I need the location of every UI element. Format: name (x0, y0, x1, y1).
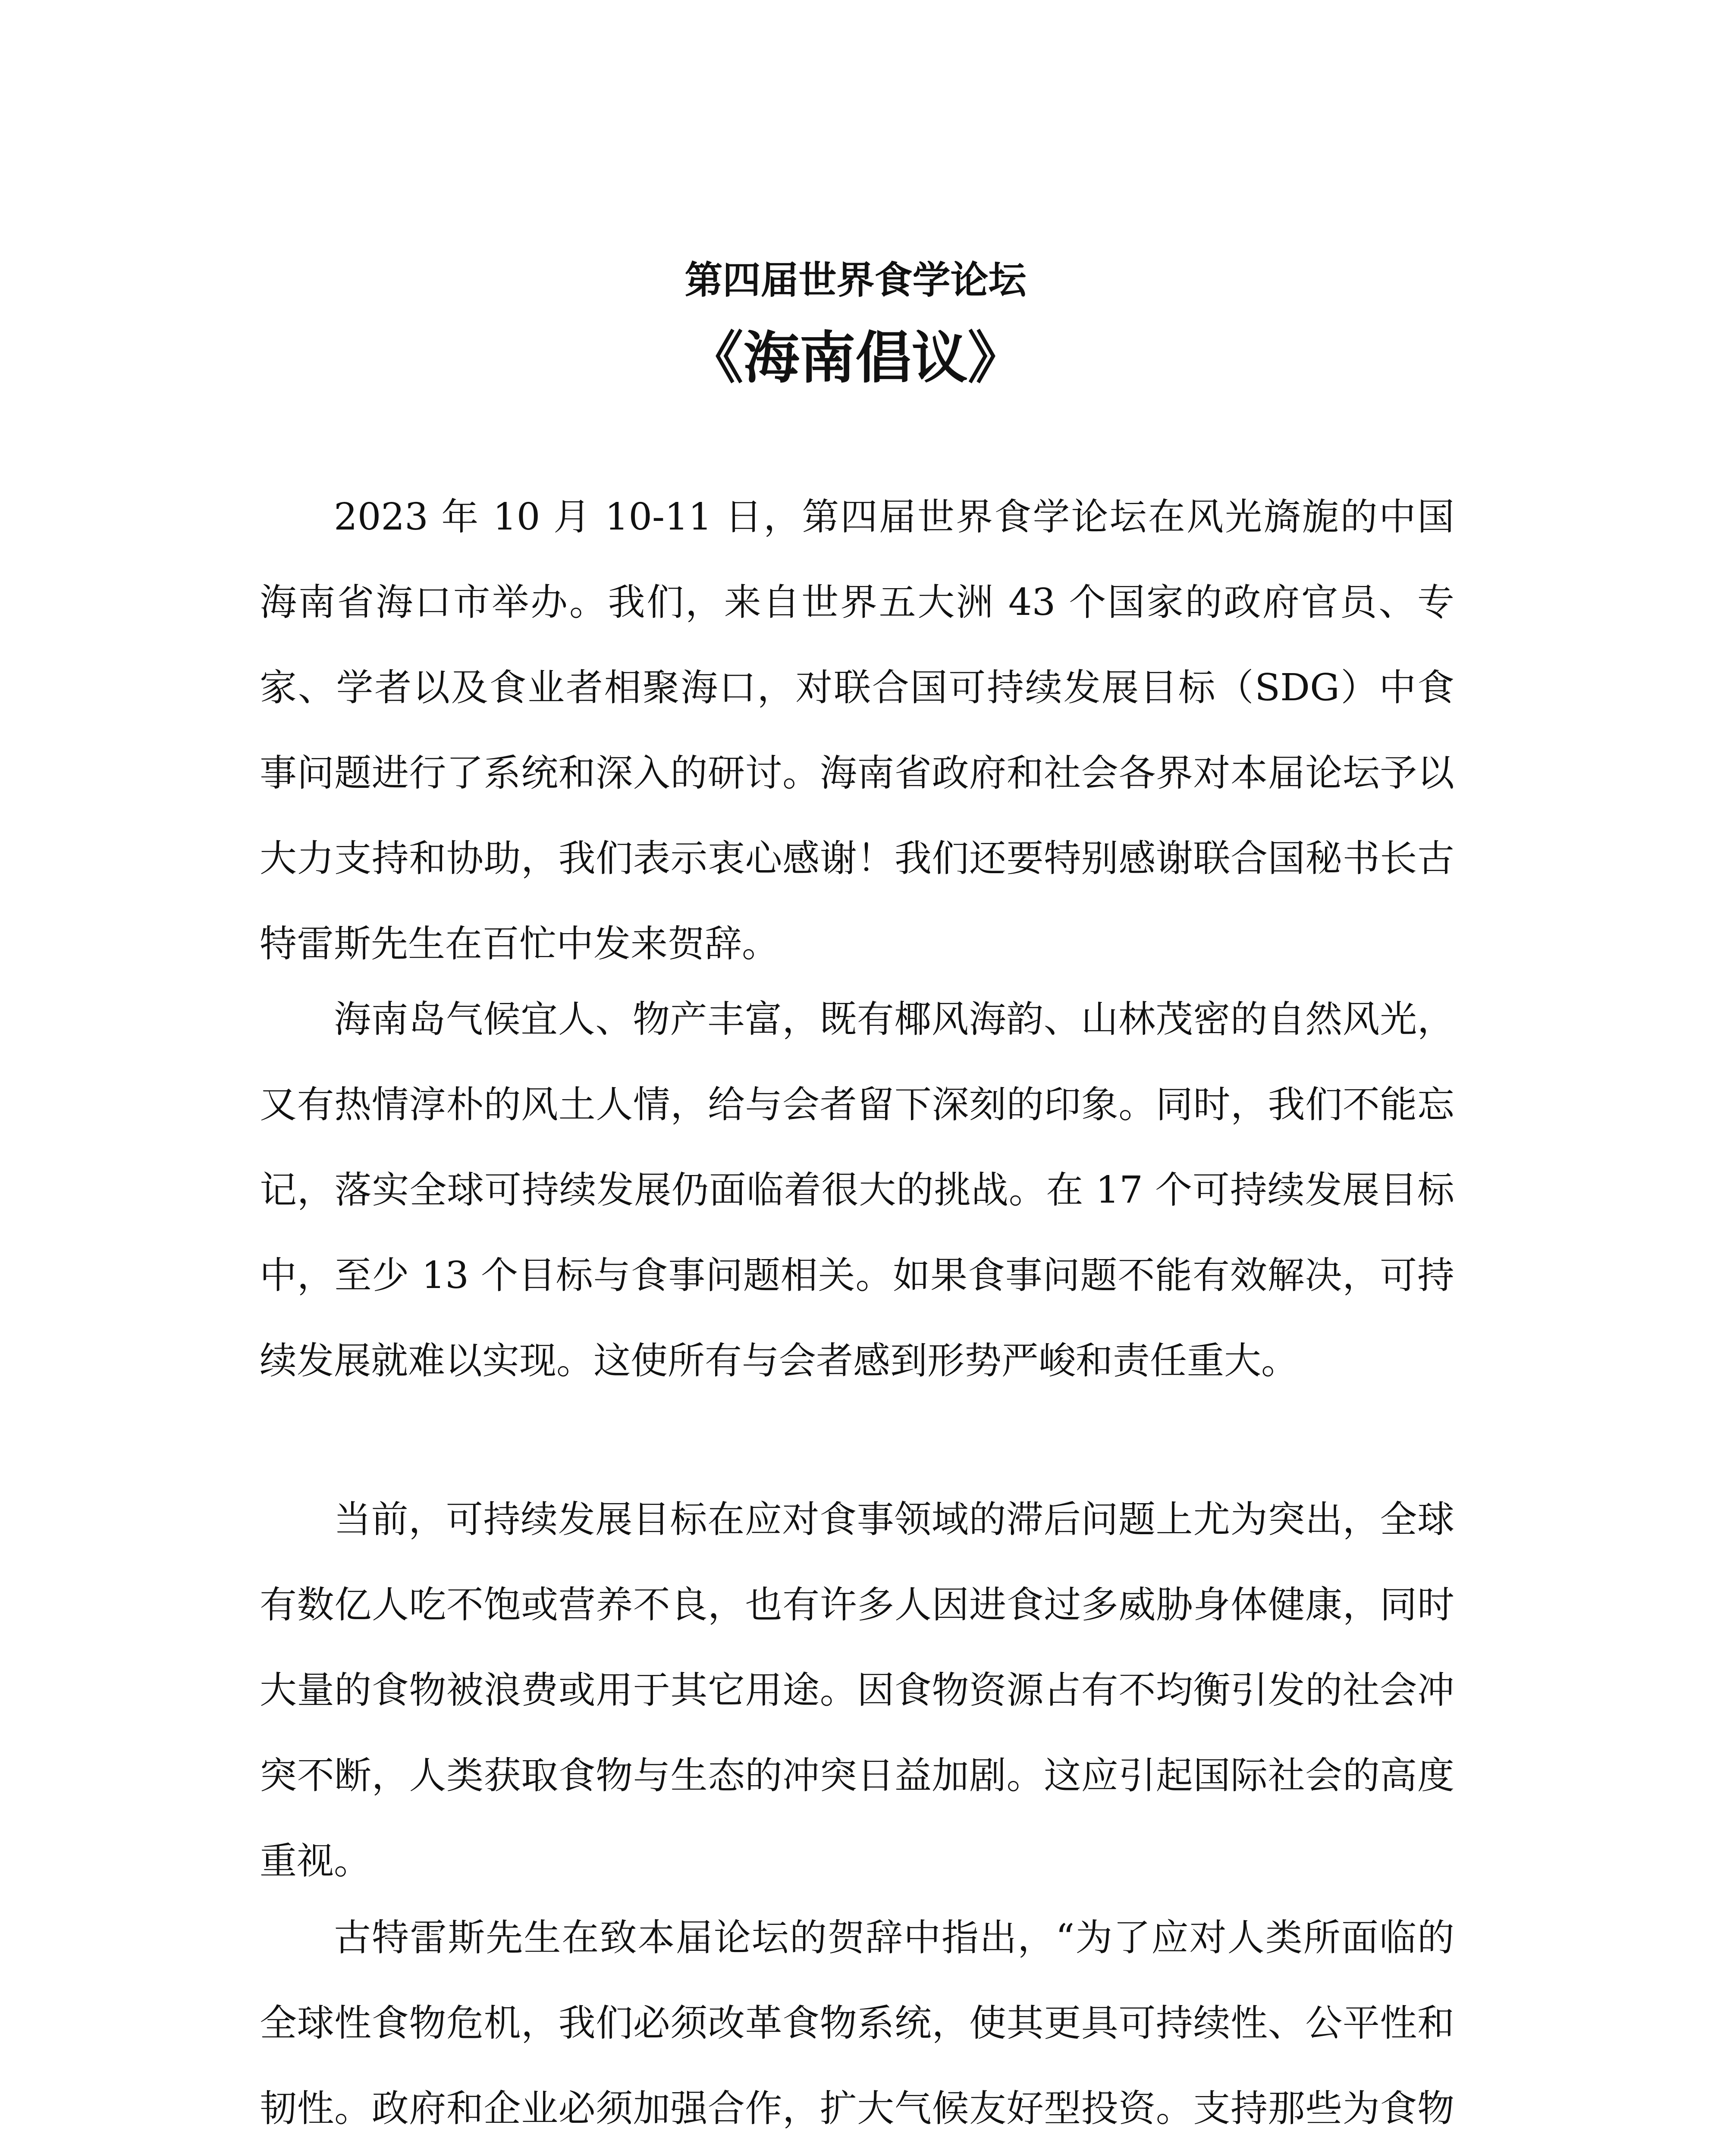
paragraph-1: 2023 年 10 月 10-11 日，第四届世界食学论坛在风光旖旎的中国海南省海口市举办。我们，来自世界五大洲 43 个国家的政府官员、专家、学者以及食业者相聚海口，对联合国可持续发展目标（SDG）中食事问题进行了系统和深入的研讨。海南省政府和社会各界对本届论坛予以大力支持和协助，我们表示衷心感谢！我们还要特别感谢联合国秘书长古特雷斯先生在百忙中发来贺辞。 (260, 495, 1454, 965)
paragraph-2: 海南岛气候宜人、物产丰富，既有椰风海韵、山林茂密的自然风光，又有热情淳朴的风土人情，给与会者留下深刻的印象。同时，我们不能忘记，落实全球可持续发展仍面临着很大的挑战。在 17 个可持续发展目标中，至少 13 个目标与食事问题相关。如果食事问题不能有效解决，可持续发展就难以实现。这使所有与会者感到形势严峻和责任重大。 (260, 998, 1454, 1382)
paragraph-4: 古特雷斯先生在致本届论坛的贺辞中指出，“为了应对人类所面临的全球性食物危机，我们必须改革食物系统，使其更具可持续性、公平性和韧性。政府和企业必须加强合作，扩大气候友好型投资。支持那些为食物 (260, 1916, 1454, 2130)
document-title: 第四届世界食学论坛 (684, 258, 1027, 302)
paragraph-3: 当前，可持续发展目标在应对食事领域的滞后问题上尤为突出，全球有数亿人吃不饱或营养不良，也有许多人因进食过多威胁身体健康，同时大量的食物被浪费或用于其它用途。因食物资源占有不均衡引发的社会冲突不断，人类获取食物与生态的冲突日益加剧。这应引起国际社会的高度重视。 (260, 1498, 1454, 1883)
document-subtitle: 《海南倡议》 (687, 325, 1024, 391)
